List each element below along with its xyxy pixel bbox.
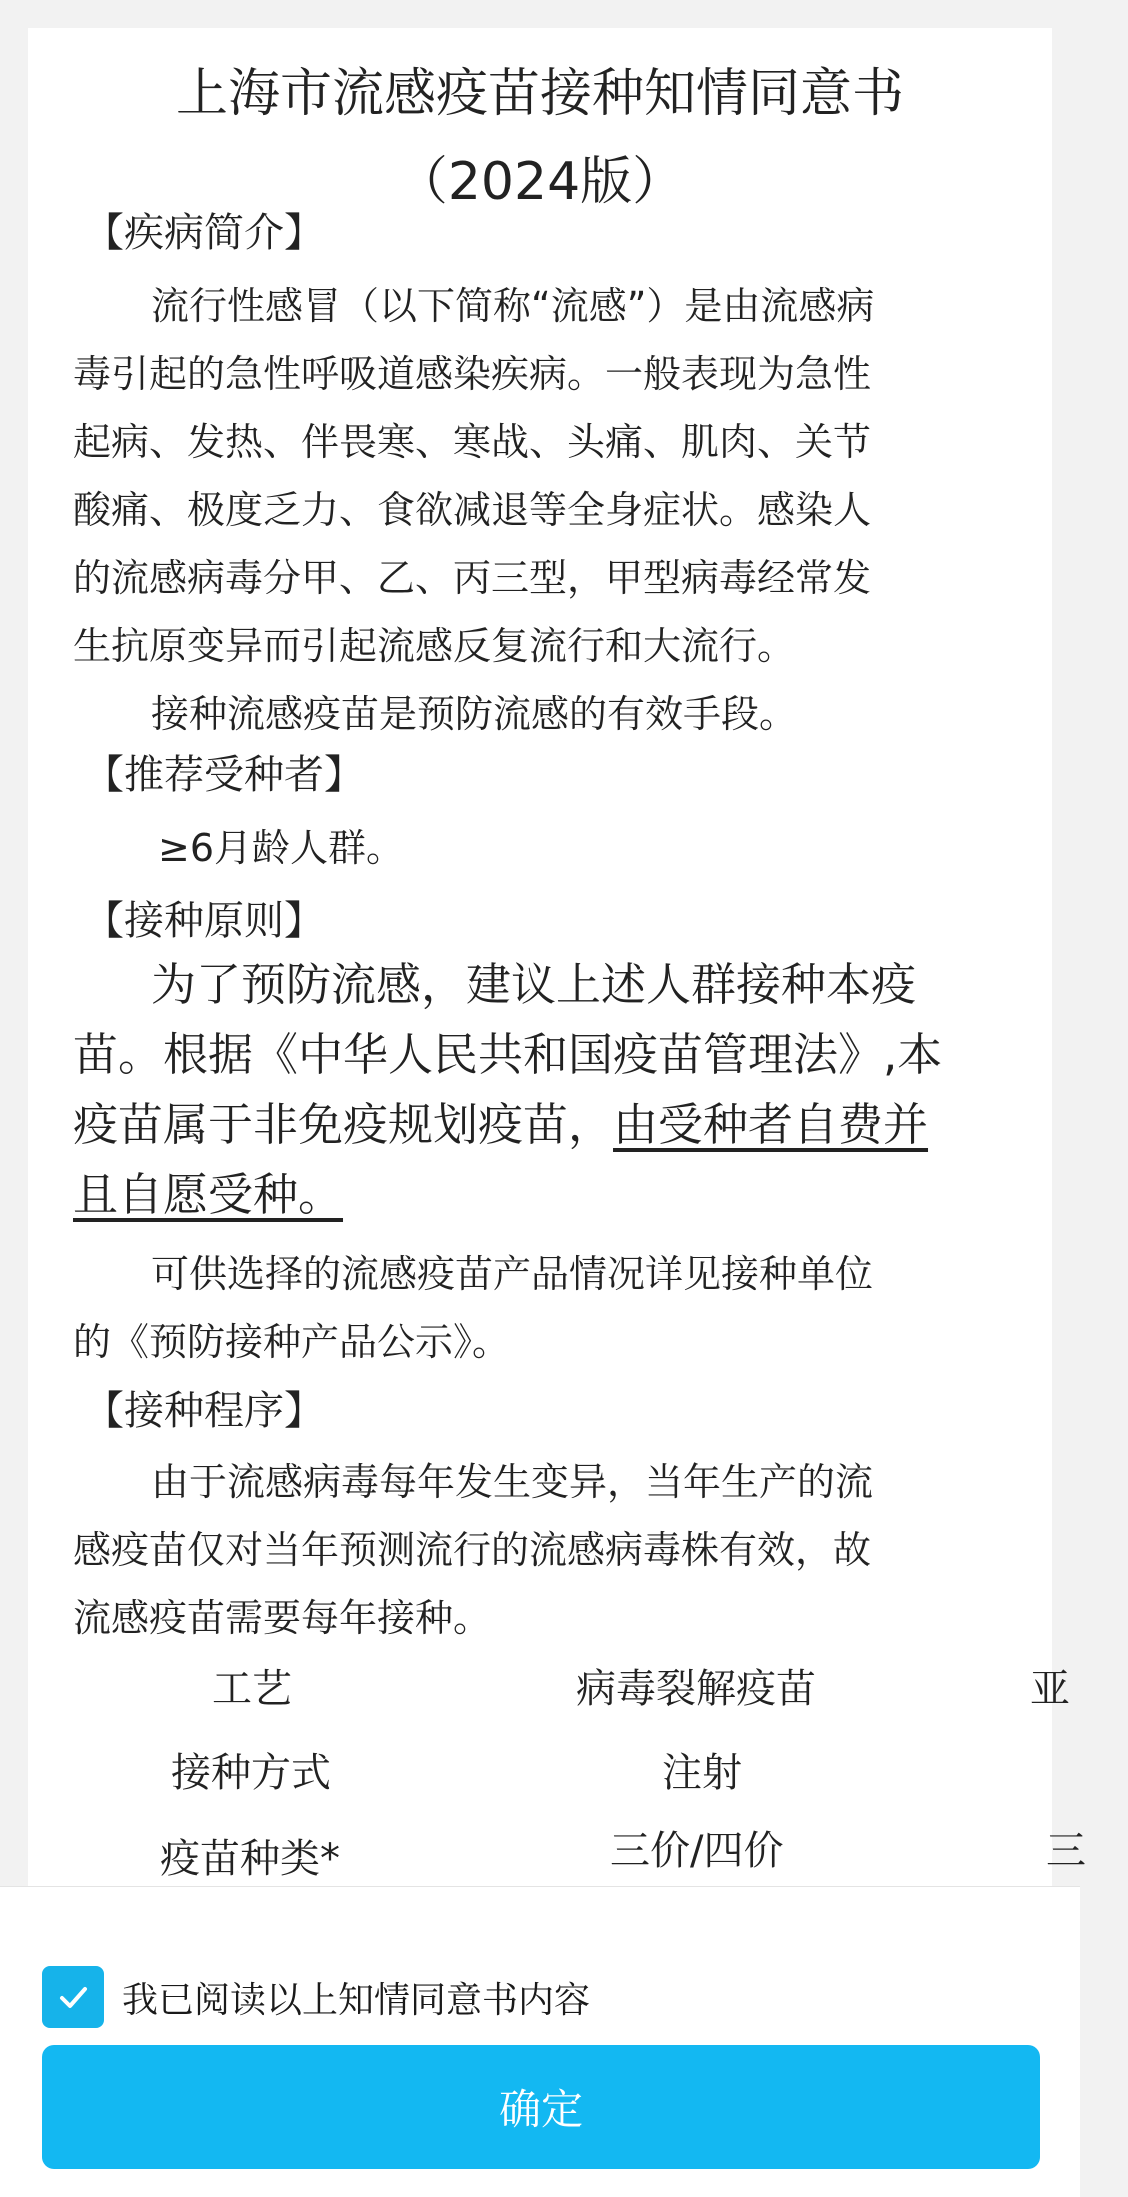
- text-line: 的《预防接种产品公示》。: [73, 1320, 511, 1364]
- consent-checkbox[interactable]: [42, 1966, 104, 2028]
- consent-footer: [0, 1886, 1080, 2197]
- text-line: 流感疫苗需要每年接种。: [73, 1596, 492, 1640]
- confirm-button[interactable]: 确定: [42, 2045, 1040, 2169]
- text-segment: 疫苗属于非免疫规划疫苗，: [73, 1098, 614, 1151]
- text-line: 酸痛、极度乏力、食欲减退等全身症状。感染人: [73, 488, 872, 532]
- section-heading-principle: 【接种原则】: [84, 898, 324, 944]
- principle-paragraph: [73, 950, 1043, 1230]
- table-cell: 注射: [662, 1750, 742, 1796]
- document-version: （2024版）: [395, 152, 685, 212]
- principle-note: [73, 1240, 1043, 1376]
- disease-paragraph: [73, 272, 1043, 748]
- underlined-text: 由受种者自费并: [613, 1098, 929, 1151]
- text-line: 生抗原变异而引起流感反复流行和大流行。: [73, 624, 796, 668]
- text-line: 的流感病毒分甲、乙、丙三型，甲型病毒经常发: [73, 556, 872, 600]
- section-heading-procedure: 【接种程序】: [84, 1388, 324, 1434]
- text-line: 接种流感疫苗是预防流感的有效手段。: [151, 692, 798, 736]
- consent-document[interactable]: [28, 28, 1086, 1886]
- section-heading-disease: 【疾病简介】: [84, 210, 324, 256]
- table-cell: 病毒裂解疫苗: [576, 1666, 816, 1712]
- document-title: 上海市流感疫苗接种知情同意书: [175, 64, 904, 124]
- table-cell-label: 工艺: [212, 1666, 292, 1712]
- consent-checkbox-label[interactable]: 我已阅读以上知情同意书内容: [122, 1979, 591, 2021]
- underlined-text: 且自愿受种。: [73, 1168, 344, 1221]
- table-cell: 三价/四价: [610, 1828, 784, 1874]
- text-line: 流行性感冒（以下简称“流感”）是由流感病: [151, 284, 875, 328]
- text-line: 苗。根据《中华人民共和国疫苗管理法》,本: [73, 1028, 943, 1081]
- text-line: 为了预防流感，建议上述人群接种本疫: [151, 958, 917, 1011]
- recommended-text: ≥6月龄人群。: [158, 826, 405, 870]
- text-line: [73, 1090, 1043, 1160]
- text-line: 起病、发热、伴畏寒、寒战、头痛、肌肉、关节: [73, 420, 872, 464]
- text-line: 感疫苗仅对当年预测流行的流感病毒株有效，故: [73, 1528, 872, 1572]
- table-cell: 三: [1046, 1828, 1086, 1874]
- table-cell-label: 疫苗种类*: [160, 1836, 340, 1882]
- table-cell: 亚: [1030, 1666, 1070, 1712]
- section-heading-recommended: 【推荐受种者】: [84, 752, 364, 798]
- text-line: 可供选择的流感疫苗产品情况详见接种单位: [151, 1252, 874, 1296]
- procedure-paragraph: [73, 1448, 1043, 1652]
- text-line: 由于流感病毒每年发生变异，当年生产的流: [151, 1460, 874, 1504]
- text-line: 毒引起的急性呼吸道感染疾病。一般表现为急性: [73, 352, 872, 396]
- table-cell-label: 接种方式: [171, 1750, 331, 1796]
- consent-checkbox-row[interactable]: [42, 1965, 590, 2029]
- checkmark-icon: [53, 1977, 93, 2017]
